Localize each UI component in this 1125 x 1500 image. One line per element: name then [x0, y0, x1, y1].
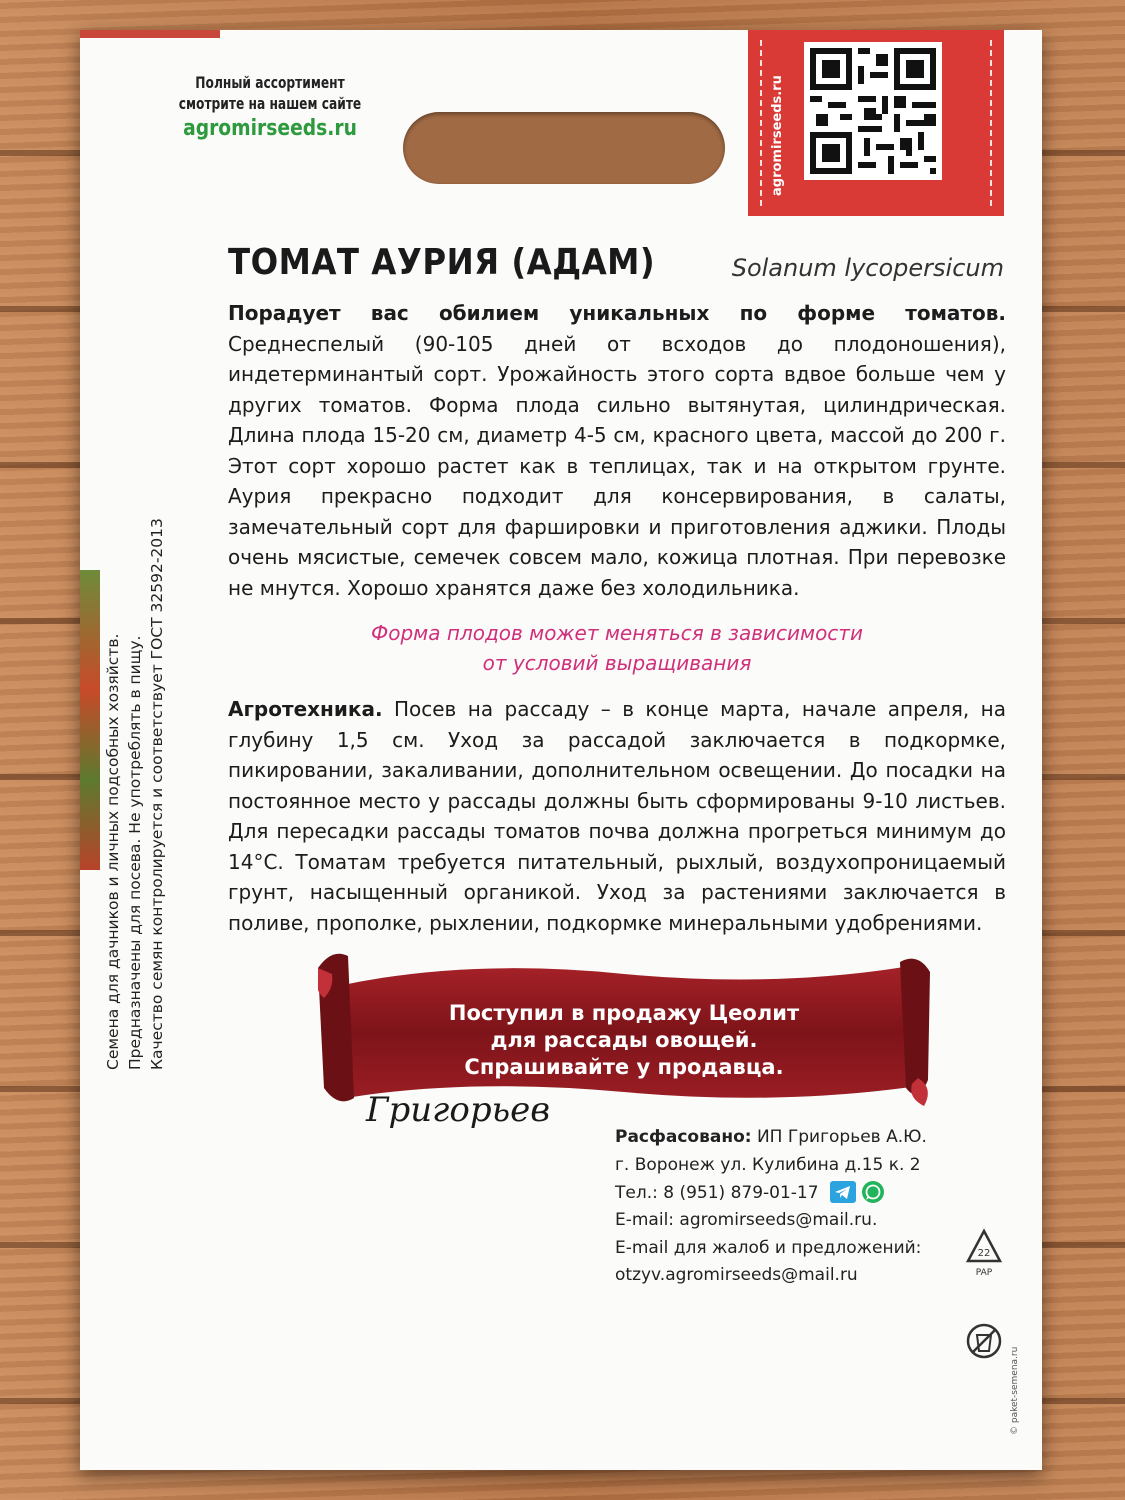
tag-stitch-left — [760, 40, 762, 206]
side-line-2: Предназначены для посева. Не употреблять в пищу. — [126, 635, 144, 1070]
qr-vertical-url-text: agromirseeds.ru — [770, 75, 785, 196]
tag-stitch-right — [990, 40, 992, 206]
qr-vertical-url — [770, 46, 794, 196]
tag-notch — [740, 30, 748, 216]
recycle-code: 22 — [977, 1248, 991, 1259]
product-title: ТОМАТ АУРИЯ (АДАМ) — [228, 242, 656, 283]
agrotechnics — [228, 694, 1006, 938]
contacts — [615, 1124, 927, 1290]
email[interactable]: E-mail: agromirseeds@mail.ru. — [615, 1210, 878, 1231]
latin-name: Solanum lycopersicum — [731, 254, 1004, 282]
site-url: agromirseeds.ru — [183, 116, 357, 141]
recycle-label: PAP — [975, 1268, 993, 1278]
packed-value: ИП Григорьев А.Ю. — [756, 1127, 927, 1147]
whatsapp-icon[interactable] — [861, 1180, 885, 1204]
promo-banner — [318, 948, 930, 1108]
phone[interactable]: Тел.: 8 (951) 879-01-17 — [615, 1182, 819, 1203]
side-line-1: Семена для дачников и личных подсобных хозяйств. — [104, 633, 122, 1070]
description-lead: Порадует вас обилием уникальных по форме томатов. — [228, 301, 1006, 325]
recycle-marks — [964, 1225, 1004, 1365]
hanger-hole — [403, 112, 725, 184]
top-edge-strip — [80, 30, 220, 38]
agro-body: Посев на рассаду – в конце марта, начале апреля, на глубину 1,5 см. Уход за рассадой заключается в подкормке, пикировании, закаливании, дополнительном освещении. До посадки на постоянное место у рассады должны быть сформированы 9-10 листьев. Для пересадки рассады томатов почва должна прогреться минимум до 14°С. Томатам требуется питательный, рыхлый, воздухопроницаемый грунт, насыщенный органикой. Уход за растениями заключается в поливе, прополке, рыхлении, подкормке минеральными удобрениями. — [228, 697, 1006, 935]
shape-note-line-1: Форма плодов может меняться в зависимости — [371, 621, 863, 645]
brand-signature: Григорьев — [366, 1090, 551, 1130]
shape-note — [228, 618, 1006, 678]
recycle-icon — [964, 1225, 1004, 1301]
site-promo — [160, 72, 380, 141]
banner-line-2: для рассады овощей. — [490, 1028, 758, 1052]
site-line-2: смотрите на нашем сайте — [178, 94, 362, 113]
seed-packet-back — [80, 30, 1042, 1470]
qr-code-icon — [810, 48, 936, 174]
banner-line-3: Спрашивайте у продавца. — [464, 1055, 784, 1079]
complaints-label: E-mail для жалоб и предложений: — [615, 1237, 922, 1258]
description-body: Среднеспелый (90-105 дней от всходов до плодоношения), индетерминантый сорт. Урожайность этого сорта вдвое больше чем у других томатов. Форма плода сильно вытянутая, цилиндрическая. Длина плода 15-20 см, диаметр 4-5 см, красного цвета, массой до 200 г. Этот сорт хорошо растет как в теплицах, так и на открытом грунте. Аурия прекрасно подходит для консервирования, в салаты, замечательный сорт для фаршировки и приготовления аджики. Плоды очень мясистые, семечек совсем мало, кожица плотная. При перевозке не мнутся. Хорошо хранятся даже без холодильника. — [228, 331, 1006, 600]
address: г. Воронеж ул. Кулибина д.15 к. 2 — [615, 1154, 921, 1175]
paket-credit — [1010, 1335, 1024, 1485]
telegram-icon[interactable] — [830, 1181, 856, 1203]
site-line-1: Полный ассортимент — [195, 73, 345, 92]
messenger-icons — [830, 1179, 885, 1207]
phone-row — [615, 1179, 927, 1207]
banner-line-1: Поступил в продажу Цеолит — [448, 1001, 800, 1025]
left-edge-photo-strip — [80, 570, 100, 870]
qr-code[interactable] — [804, 42, 942, 180]
paket-credit-text: © paket-semena.ru — [1010, 1346, 1020, 1435]
banner-text — [318, 1000, 930, 1081]
complaints-email[interactable]: otzyv.agromirseeds@mail.ru — [615, 1265, 858, 1286]
side-line-3: Качество семян контролируется и соответствует ГОСТ 32592-2013 — [148, 518, 166, 1070]
qr-tag — [748, 30, 1004, 216]
packed-by — [615, 1124, 927, 1152]
no-litter-icon — [964, 1321, 1004, 1365]
side-legal-text — [102, 470, 202, 1070]
agro-lead: Агротехника. — [228, 697, 383, 721]
description — [228, 298, 1006, 603]
packed-label: Расфасовано: — [615, 1127, 752, 1147]
shape-note-line-2: от условий выращивания — [482, 651, 752, 675]
